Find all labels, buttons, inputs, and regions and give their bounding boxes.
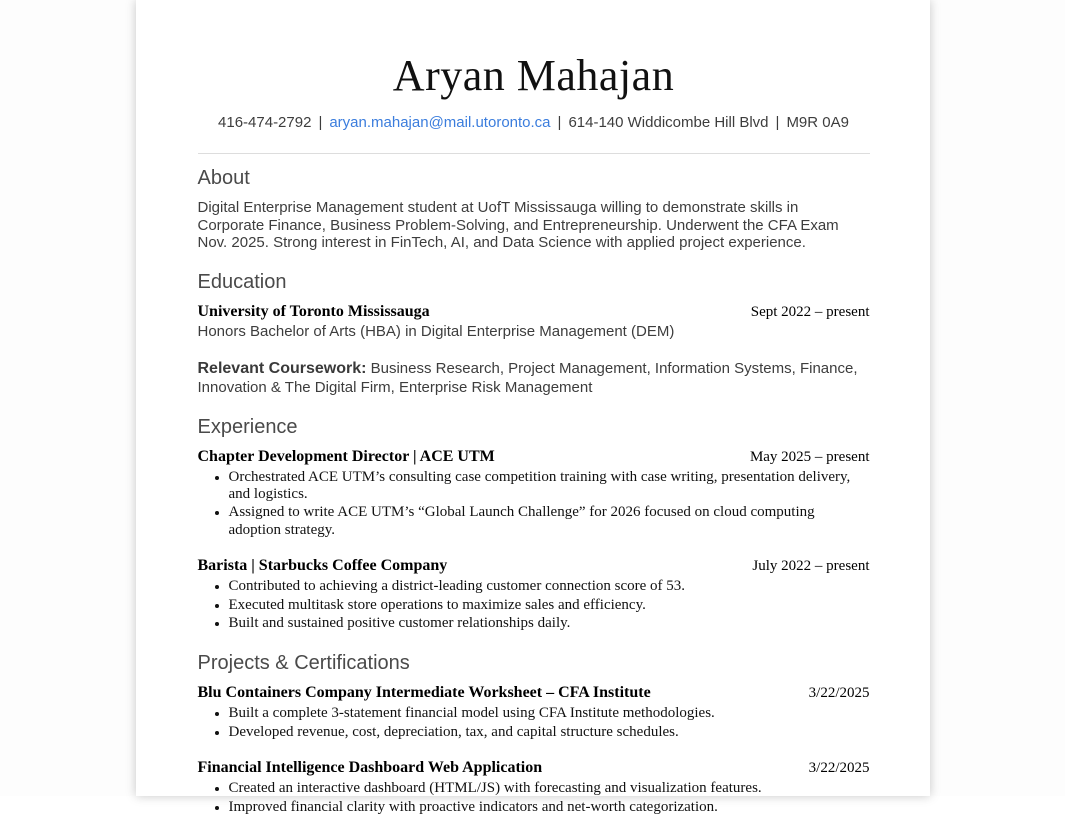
project-title: Blu Containers Company Intermediate Worksheet – CFA Institute (197, 684, 651, 702)
project-date: 3/22/2025 (808, 760, 870, 777)
section-about (198, 154, 870, 252)
entry-header (198, 684, 870, 702)
bullet-list (198, 780, 853, 816)
section-heading-experience: Experience (197, 415, 298, 438)
coursework-line (198, 360, 858, 396)
coursework-list: Business Research, Project Management, Information Systems, Finance, Innovation & The Digital Firm, Enterprise Risk Management (197, 360, 858, 397)
resume-header (198, 51, 870, 154)
project-entry (198, 684, 870, 741)
job-title: Barista | Starbucks Coffee Company (197, 557, 448, 575)
resume-page (136, 0, 930, 815)
degree-line: Honors Bachelor of Arts (HBA) in Digital Enterprise Management (DEM) (197, 322, 675, 340)
bullet-list (198, 705, 853, 741)
coursework-label: Relevant Coursework: (197, 360, 367, 378)
bullet-list (198, 578, 853, 632)
entry-header (198, 557, 870, 575)
education-date: Sept 2022 – present (750, 303, 870, 320)
bullet-item: • Developed revenue, cost, depreciation, tax, and capital structure schedules. (229, 724, 853, 741)
section-education (198, 252, 870, 397)
section-experience (198, 397, 870, 633)
experience-entry (198, 557, 870, 632)
section-heading-about: About (197, 167, 250, 189)
entry-header (198, 759, 870, 777)
bullet-list (198, 469, 853, 540)
section-heading-projects: Projects & Certifications (197, 652, 410, 675)
contact-address: 614-140 Widdicombe Hill Blvd (568, 114, 769, 131)
section-projects (198, 633, 870, 816)
bullet-item: • Built a complete 3-statement financial model using CFA Institute methodologies. (229, 705, 853, 722)
entry-header (198, 303, 870, 321)
education-entry (198, 303, 870, 342)
contact-postal-code: M9R 0A9 (786, 114, 849, 131)
bullet-item: • Created an interactive dashboard (HTML/JS) with forecasting and visualization features. (229, 780, 853, 797)
email-link[interactable]: aryan.mahajan@mail.utoronto.ca (329, 114, 551, 131)
contact-separator: | (557, 114, 562, 131)
experience-entry (198, 448, 870, 540)
project-date: 3/22/2025 (808, 685, 870, 702)
bullet-item: • Contributed to achieving a district-leading customer connection score of 53. (229, 578, 853, 595)
project-entry (198, 759, 870, 816)
page-title: Aryan Mahajan (392, 51, 675, 100)
bullet-item: • Improved financial clarity with proactive indicators and net-worth categorization. (229, 799, 853, 816)
job-title: Chapter Development Director | ACE UTM (197, 447, 495, 465)
section-heading-education: Education (197, 270, 287, 293)
contact-phone: 416-474-2792 (218, 114, 312, 131)
school-name: University of Toronto Mississauga (197, 302, 430, 320)
bullet-item: • Assigned to write ACE UTM’s “Global Launch Challenge” for 2026 focused on cloud computing adoption strategy. (229, 504, 853, 539)
about-text: Digital Enterprise Management student at UofT Mississauga willing to demonstrate skills in Corporate Finance, Business Problem-Solving, and Entrepreneurship. Underwent the CFA Exam Nov. 2025. Strong interest in FinTech, AI, and Data Science with applied project experience. (197, 199, 839, 252)
entry-header (198, 448, 870, 466)
bullet-item: • Orchestrated ACE UTM’s consulting case competition training with case writing, presentation delivery, and logistics. (229, 469, 853, 504)
contact-separator: | (318, 114, 323, 131)
contact-separator: | (775, 114, 780, 131)
project-title: Financial Intelligence Dashboard Web Application (197, 759, 543, 777)
bullet-item: • Built and sustained positive customer relationships daily. (229, 615, 853, 632)
job-date: July 2022 – present (752, 558, 870, 575)
contact-line (198, 114, 870, 132)
bullet-item: • Executed multitask store operations to maximize sales and efficiency. (229, 597, 853, 614)
job-date: May 2025 – present (749, 448, 870, 465)
